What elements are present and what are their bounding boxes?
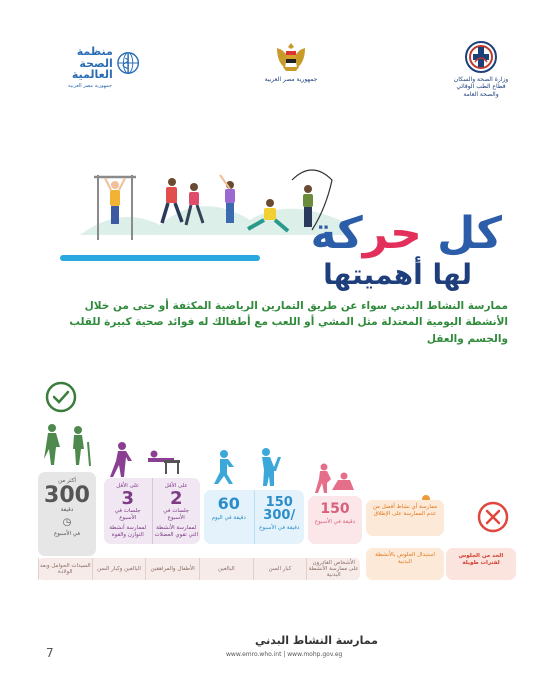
moh-logo <box>446 40 516 98</box>
moh-label-1: وزارة الصحة والسكان <box>453 76 509 84</box>
cardio-figures-icon <box>208 448 288 488</box>
moh-emblem-icon <box>464 40 498 74</box>
egypt-label: جمهورية مصر العربية <box>264 76 318 84</box>
strip-cell: الأشخاص القادرون على ممارسة الأنشطة البدنية <box>306 558 360 580</box>
who-sub: جمهورية مصر العربية <box>68 82 112 89</box>
purple-b-value: 3 <box>121 487 135 509</box>
clock-icon: ◷ <box>62 516 72 528</box>
title-part1: كل <box>421 208 502 259</box>
who-logo <box>40 46 140 89</box>
footer-url: www.emro.who.int | www.mohp.gov.eg <box>226 651 343 658</box>
title-underline <box>60 255 260 261</box>
moh-label-2: قطاع الطب الوقائي <box>456 83 506 91</box>
pregnancy-figures-icon <box>312 462 358 494</box>
blue-a-unit: دقيقة في اليوم <box>211 515 246 521</box>
box-blue-b <box>254 490 305 544</box>
who-name-line2: الصحة العالمية <box>71 56 113 82</box>
strength-figures-icon <box>108 440 188 480</box>
box-red <box>446 548 516 580</box>
purple-b-top: على الأقل <box>116 483 140 489</box>
purple-a-top: على الأقل <box>164 483 188 489</box>
box-blue-a <box>204 490 254 544</box>
purple-a-bottom: لممارسة الأنشطة التي تقوي العضلات <box>154 524 198 538</box>
box-purple-a <box>152 478 201 544</box>
grey-unit: دقيقة <box>60 506 74 513</box>
strip-cell: السيدات الحوامل وبعد الولادة <box>38 558 92 580</box>
orange-bottom-text: استبدال الجلوس بالأنشطة البدنية <box>375 552 435 565</box>
purple-a-unit: جلسات في الأسبوع <box>163 507 190 521</box>
intro-paragraph: ممارسة النشاط البدني سواء عن طريق التمارين الرياضية المكثفة أو حتى من خلال الأنشطة اليومية المعتدلة مثل المشي أو اللعب مع أطفالك له فوائد صحية كبيرة للقلب والجسم والعقل <box>69 300 508 345</box>
moh-label-3: والصحة العامة <box>463 90 499 98</box>
blue-a-value: 60 <box>217 494 240 513</box>
pink-value: 150 <box>320 501 350 517</box>
audience-strip <box>38 558 360 580</box>
title-highlight: حر <box>362 208 422 259</box>
who-name-line1: منظمة <box>76 45 113 58</box>
box-purple-group <box>104 478 200 544</box>
who-emblem-icon <box>116 50 140 76</box>
grey-bottom: في الأسبوع <box>53 530 81 537</box>
title-block <box>30 160 520 300</box>
egypt-logo <box>262 40 320 83</box>
blue-b-unit: دقيقة في الأسبوع <box>259 525 300 531</box>
elderly-figures-icon <box>40 422 100 468</box>
strip-cell: كبار السن <box>253 558 307 580</box>
red-text: الحد من الجلوس لفترات طويلة <box>458 553 504 566</box>
footer-title: ممارسة النشاط البدني <box>255 634 378 647</box>
box-orange-bottom <box>366 548 444 580</box>
pink-unit: دقيقة في الأسبوع <box>314 519 356 525</box>
strip-cell: البالغين <box>199 558 253 580</box>
grey-value: 300 <box>44 482 90 508</box>
check-icon <box>44 380 78 414</box>
box-orange-top <box>366 500 444 536</box>
box-adults-300 <box>38 472 96 556</box>
purple-b-unit: جلسات في الأسبوع <box>114 507 141 521</box>
cross-icon <box>476 500 510 534</box>
box-purple-b <box>104 478 152 544</box>
orange-top-text: ممارسة أي نشاط أفضل من عدم الممارسة على الإطلاق <box>372 504 438 517</box>
strip-cell: الأطفال والمراهقين <box>145 558 199 580</box>
title-line2: لها أهميتها <box>323 258 472 291</box>
box-pink <box>308 496 362 544</box>
egypt-eagle-icon <box>273 40 309 74</box>
grey-top: أكثر من <box>58 478 76 484</box>
page-number: 7 <box>46 646 54 660</box>
box-blue-group <box>204 490 304 544</box>
strip-cell: البالغين وكبار السن <box>92 558 146 580</box>
purple-b-bottom: لممارسة أنشطة التوازن والقوة <box>109 524 147 538</box>
purple-a-value: 2 <box>169 487 183 509</box>
blue-b-value: 150 /300 <box>263 495 296 523</box>
title-part2: كة <box>310 208 363 259</box>
title-line1 <box>310 208 502 259</box>
